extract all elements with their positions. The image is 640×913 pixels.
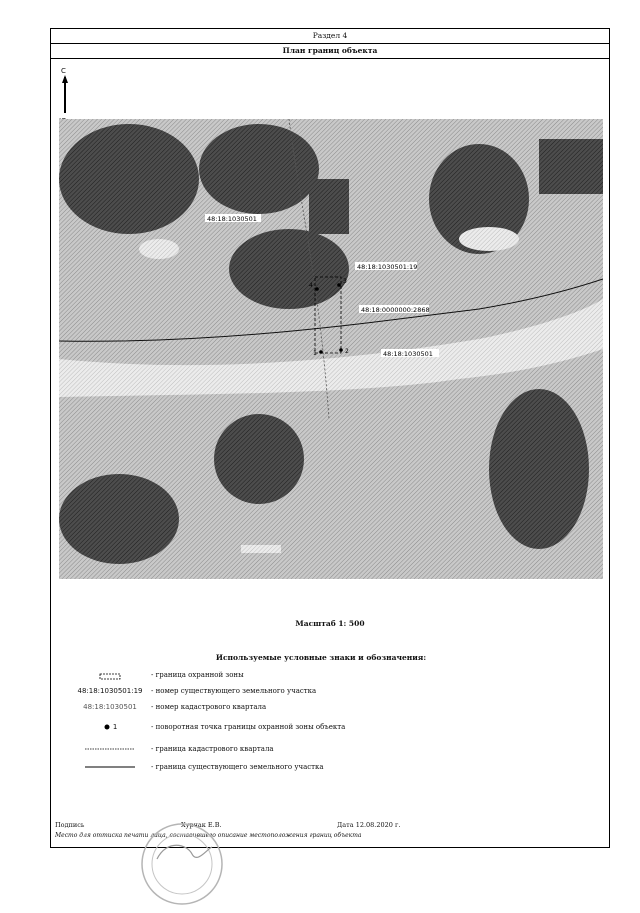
legend-item bbox=[51, 671, 609, 687]
legend-symbol: 48:18:1030501:19 bbox=[77, 687, 143, 695]
parcel-boundary-line-icon bbox=[65, 763, 155, 773]
legend-text: - поворотная точка границы охранной зоны объекта bbox=[151, 723, 346, 731]
map-scale: Масштаб 1: 500 bbox=[295, 619, 365, 628]
point-label: 3 bbox=[343, 278, 347, 285]
quarter-label: 48:18:1030501 bbox=[383, 350, 433, 358]
seal-stamp-icon bbox=[137, 819, 227, 909]
aerial-map bbox=[59, 119, 603, 579]
legend-text: - граница существующего земельного участка bbox=[151, 763, 324, 771]
point-label: 1 bbox=[313, 350, 317, 357]
legend-item bbox=[51, 745, 609, 761]
legend-text: - граница кадастрового квартала bbox=[151, 745, 274, 753]
signature-date: Дата 12.08.2020 г. bbox=[337, 821, 401, 829]
legend-item bbox=[51, 763, 609, 779]
signature-row bbox=[51, 821, 609, 831]
section-title: Раздел 4 bbox=[51, 29, 609, 44]
quarter-label: 48:18:1030501 bbox=[207, 215, 257, 223]
protection-zone-symbol-icon bbox=[65, 671, 155, 683]
legend-text: - номер существующего земельного участка bbox=[151, 687, 317, 695]
legend-symbol: 48:18:1030501 bbox=[83, 703, 137, 711]
legend-text: - номер кадастрового квартала bbox=[151, 703, 267, 711]
point-label: 4 bbox=[309, 282, 313, 289]
quarter-boundary-line-icon bbox=[65, 745, 155, 755]
parcel-label: 48:18:1030501:19 bbox=[357, 263, 418, 271]
signer-name: Хурчак Е.В. bbox=[181, 821, 222, 829]
signature-label: Подпись bbox=[55, 821, 85, 829]
legend-text: - граница охранной зоны bbox=[151, 671, 244, 679]
turning-point-icon bbox=[65, 723, 155, 731]
north-arrow-icon bbox=[59, 67, 71, 127]
stamp-note: Место для оттиска печати лица, составившего описание местоположения границ объекта bbox=[55, 832, 362, 839]
parcel-label: 48:18:0000000:2868 bbox=[361, 306, 430, 314]
legend-title: Используемые условные знаки и обозначения: bbox=[215, 653, 427, 662]
legend-item bbox=[51, 723, 609, 739]
point-label: 2 bbox=[345, 348, 349, 355]
legend-item bbox=[51, 703, 609, 719]
legend-item bbox=[51, 687, 609, 703]
legend-symbol: 1 bbox=[112, 723, 118, 731]
boundary-plan-sheet bbox=[50, 28, 610, 848]
plan-title: План границ объекта bbox=[51, 44, 609, 59]
compass-north: С bbox=[61, 67, 66, 75]
